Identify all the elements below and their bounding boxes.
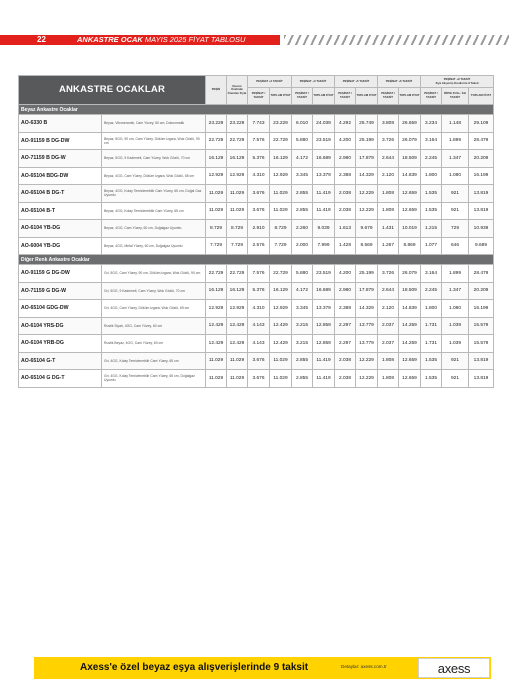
price-cell: 3.676 [248, 185, 270, 203]
price-cell: 921 [442, 185, 469, 203]
price-cell: 2.855 [292, 352, 313, 370]
table-row [19, 317, 494, 335]
price-cell: 2.980 [335, 282, 356, 300]
price-cell: 11.029 [270, 370, 292, 388]
model-cell: AO-91159 G DG-DW [19, 265, 102, 283]
group-9-sublabel: Ziya Alışveriş Kredisi ile 9 Taksit [435, 80, 479, 85]
group-6-taksit: PEŞİNAT +6 TAKSİT [378, 76, 421, 88]
table-row [19, 202, 494, 220]
sub-header: PEŞİNAT / TAKSİT [335, 88, 356, 105]
price-cell: 9.039 [313, 220, 335, 238]
price-cell: 1.899 [442, 265, 469, 283]
price-cell: 2.855 [292, 202, 313, 220]
price-cell: 12.229 [356, 185, 378, 203]
price-cell: 2.855 [292, 185, 313, 203]
price-cell: 1.535 [421, 185, 442, 203]
price-cell: 2.855 [292, 370, 313, 388]
price-cell: 7.576 [248, 132, 270, 150]
price-cell: 13.379 [313, 167, 335, 185]
description-cell: Beyaz, 5GG, 90 cm, Cam Yüzey, Döküm Izgara, Wok Gözlü, 90 cm [102, 132, 206, 150]
price-cell: 2.980 [335, 150, 356, 168]
price-cell: 8.729 [206, 220, 227, 238]
price-cell: 12.929 [206, 300, 227, 318]
price-cell: 11.029 [206, 185, 227, 203]
price-cell: 2.245 [421, 150, 442, 168]
price-cell: 2.576 [248, 237, 270, 255]
price-cell: 16.129 [270, 150, 292, 168]
model-cell: AO-6330 B [19, 115, 102, 133]
table-row [19, 185, 494, 203]
price-cell: 10.019 [399, 220, 421, 238]
price-cell: 1.215 [421, 220, 442, 238]
price-cell: 1.080 [442, 167, 469, 185]
price-cell: 11.029 [227, 370, 248, 388]
price-cell: 7.729 [227, 237, 248, 255]
banner-message: Axess'e özel beyaz eşya alışverişlerinde 9 taksit [80, 662, 309, 673]
price-cell: 22.729 [270, 132, 292, 150]
price-cell: 12.929 [227, 300, 248, 318]
price-cell: 23.229 [206, 115, 227, 133]
price-cell: 2.120 [378, 167, 399, 185]
price-cell: 11.029 [227, 352, 248, 370]
price-cell: 1.039 [442, 335, 469, 353]
price-cell: 11.029 [206, 370, 227, 388]
price-cell: 2.038 [335, 202, 356, 220]
price-cell: 2.297 [335, 317, 356, 335]
sub-header: PEŞİNAT / TAKSİT [378, 88, 399, 105]
sub-header: PEŞİNAT / TAKSİT [292, 88, 313, 105]
price-cell: 11.029 [206, 202, 227, 220]
price-cell: 7.743 [248, 115, 270, 133]
price-cell: 1.080 [442, 300, 469, 318]
description-cell: Gri, 4GG, Kolay Temizlenebilir Cam Yüzey, 65 cm, Doğalgaz Uyumlu [102, 370, 206, 388]
group-5-taksit: PEŞİNAT +5 TAKSİT [335, 76, 378, 88]
price-cell: 4.292 [335, 115, 356, 133]
price-cell: 26.079 [399, 265, 421, 283]
price-cell: 5.376 [248, 282, 270, 300]
price-cell: 12.659 [399, 352, 421, 370]
model-cell: AO-65104 G-T [19, 352, 102, 370]
price-cell: 16.129 [206, 150, 227, 168]
group-9-taksit [421, 76, 494, 88]
price-cell: 9.679 [356, 220, 378, 238]
price-cell: 12.429 [227, 317, 248, 335]
price-cell: 16.129 [206, 282, 227, 300]
price-cell: 16.129 [227, 282, 248, 300]
description-cell: Beyaz, 5GG, 9 Kademeli, Cam Yüzey, Wok Gözlü, 70 cm [102, 150, 206, 168]
price-cell: 4.143 [248, 317, 270, 335]
price-cell: 23.229 [270, 115, 292, 133]
price-cell: 2.037 [378, 335, 399, 353]
price-cell: 12.429 [270, 317, 292, 335]
group-2-taksit: PEŞİNAT +2 TAKSİT [248, 76, 292, 88]
price-cell: 23.229 [227, 115, 248, 133]
price-cell: 23.519 [313, 265, 335, 283]
price-cell: 3.726 [378, 132, 399, 150]
page-title-rest: MAYIS 2025 FİYAT TABLOSU [142, 35, 246, 44]
price-cell: 2.000 [292, 237, 313, 255]
price-cell: 8.729 [270, 220, 292, 238]
price-cell: 1.613 [335, 220, 356, 238]
price-cell: 11.029 [270, 352, 292, 370]
price-cell: 13.379 [313, 300, 335, 318]
price-cell: 25.749 [356, 115, 378, 133]
table-row [19, 132, 494, 150]
table-row [19, 237, 494, 255]
sub-header: TOPLAM FİYAT [356, 88, 378, 105]
price-cell: 16.129 [270, 282, 292, 300]
description-cell: Gri, 4GG, Kolay Temizlenebilir Cam Yüzey, 65 cm [102, 352, 206, 370]
price-cell: 12.429 [206, 317, 227, 335]
price-cell: 2.910 [248, 220, 270, 238]
description-cell: Gri, 4GG, Cam Yüzey, Döküm Izgara, Wok Gözlü, 65 cm [102, 300, 206, 318]
model-cell: AO-71159 G DG-W [19, 282, 102, 300]
sub-header: TOPLAM FİYAT [469, 88, 494, 105]
price-cell: 15.579 [469, 335, 494, 353]
table-body [19, 105, 494, 388]
price-cell: 2.037 [378, 317, 399, 335]
description-cell: Beyaz, 4GG, Cam Yüzey, Döküm Izgara, Wok Gözlü, 65 cm [102, 167, 206, 185]
price-cell: 3.215 [292, 335, 313, 353]
price-cell: 12.929 [270, 167, 292, 185]
price-cell: 1.535 [421, 202, 442, 220]
price-cell: 1.800 [421, 167, 442, 185]
table-row [19, 370, 494, 388]
price-cell: 7.729 [206, 237, 227, 255]
price-cell: 1.808 [378, 185, 399, 203]
price-cell: 4.143 [248, 335, 270, 353]
price-cell: 3.164 [421, 265, 442, 283]
price-cell: 1.899 [442, 132, 469, 150]
price-cell: 2.260 [292, 220, 313, 238]
price-cell: 3.808 [378, 115, 399, 133]
decorative-stripes [284, 35, 509, 45]
price-cell: 12.929 [227, 167, 248, 185]
model-cell: AO-65104 BDG-DW [19, 167, 102, 185]
sub-header: TOPLAM FİYAT [399, 88, 421, 105]
price-cell: 12.659 [399, 202, 421, 220]
model-cell: AO-65104 B DG-T [19, 185, 102, 203]
price-cell: 18.509 [399, 150, 421, 168]
page-title-bold: ANKASTRE OCAK [77, 35, 143, 44]
price-cell: 25.199 [356, 132, 378, 150]
price-cell: 3.345 [292, 167, 313, 185]
page-title [77, 35, 245, 45]
price-cell: 18.509 [399, 282, 421, 300]
price-cell: 22.729 [270, 265, 292, 283]
price-cell: 1.808 [378, 370, 399, 388]
price-cell: 3.215 [292, 317, 313, 335]
price-cell: 6.010 [292, 115, 313, 133]
price-cell: 12.929 [270, 300, 292, 318]
model-cell: AO-6104 YRB-DG [19, 335, 102, 353]
price-cell: 1.535 [421, 370, 442, 388]
price-cell: 13.819 [469, 352, 494, 370]
price-cell: 8.729 [227, 220, 248, 238]
price-cell: 12.659 [399, 370, 421, 388]
model-cell: AO-6004 YB-DG [19, 237, 102, 255]
price-cell: 9.689 [469, 237, 494, 255]
sub-header: TOPLAM FİYAT [313, 88, 335, 105]
price-cell: 3.676 [248, 202, 270, 220]
price-cell: 5.880 [292, 265, 313, 283]
description-cell: Rustik Beyaz, 4GG, Cam Yüzey, 60 cm [102, 335, 206, 353]
price-cell: 1.039 [442, 317, 469, 335]
price-cell: 3.345 [292, 300, 313, 318]
price-cell: 12.229 [356, 352, 378, 370]
price-cell: 23.519 [313, 132, 335, 150]
price-cell: 14.839 [399, 300, 421, 318]
sub-header: PEŞİNAT / TAKSİT [421, 88, 442, 105]
table-row [19, 335, 494, 353]
price-cell: 24.039 [313, 115, 335, 133]
price-cell: 1.731 [421, 335, 442, 353]
col-kurumsal: Kurum Özelinde Önerilen Fiyat [227, 76, 248, 105]
top-header-bar [0, 33, 525, 47]
table-row [19, 115, 494, 133]
price-cell: 4.200 [335, 265, 356, 283]
description-cell: Beyaz, 4GG, Cam Yüzey, 60 cm, Doğalgaz Uyumlu [102, 220, 206, 238]
price-cell: 3.726 [378, 265, 399, 283]
price-cell: 1.535 [421, 352, 442, 370]
price-cell: 13.819 [469, 202, 494, 220]
price-cell: 5.880 [292, 132, 313, 150]
price-cell: 12.429 [270, 335, 292, 353]
section-title: Beyaz Ankastre Ocaklar [19, 105, 494, 115]
sub-header: ZİRVE KULL. İLE TAKSİT [442, 88, 469, 105]
axess-logo: axess [418, 658, 490, 678]
price-cell: 14.259 [399, 335, 421, 353]
price-cell: 22.729 [206, 265, 227, 283]
sub-header: TOPLAM FİYAT [270, 88, 292, 105]
price-cell: 14.259 [399, 317, 421, 335]
description-cell: Rustik Siyah, 4GG, Cam Yüzey, 60 cm [102, 317, 206, 335]
price-cell: 1.428 [335, 237, 356, 255]
description-cell: Beyaz, Vitroseramik, Cam Yüzey, 60 cm, Dokunmatik [102, 115, 206, 133]
price-cell: 11.029 [270, 202, 292, 220]
price-cell: 26.659 [399, 115, 421, 133]
price-cell: 2.038 [335, 185, 356, 203]
price-cell: 11.419 [313, 352, 335, 370]
price-cell: 13.819 [469, 185, 494, 203]
price-cell: 646 [442, 237, 469, 255]
price-cell: 8.869 [399, 237, 421, 255]
price-cell: 1.731 [421, 317, 442, 335]
price-cell: 14.329 [356, 167, 378, 185]
price-cell: 921 [442, 202, 469, 220]
price-cell: 921 [442, 370, 469, 388]
price-cell: 22.729 [206, 132, 227, 150]
price-cell: 2.297 [335, 335, 356, 353]
price-cell: 14.329 [356, 300, 378, 318]
model-cell: AO-65104 GDG-DW [19, 300, 102, 318]
banner-details: Detaylar: axess.com.tr [341, 664, 387, 669]
price-cell: 12.659 [399, 185, 421, 203]
price-cell: 1.267 [378, 237, 399, 255]
price-cell: 16.129 [227, 150, 248, 168]
model-cell: AO-65104 B-T [19, 202, 102, 220]
price-cell: 2.120 [378, 300, 399, 318]
model-cell: AO-91159 B DG-DW [19, 132, 102, 150]
price-cell: 26.079 [399, 132, 421, 150]
model-cell: AO-6104 YB-DG [19, 220, 102, 238]
price-cell: 16.199 [469, 300, 494, 318]
table-row [19, 167, 494, 185]
price-cell: 13.779 [356, 317, 378, 335]
price-cell: 12.929 [206, 167, 227, 185]
price-cell: 16.199 [469, 167, 494, 185]
price-cell: 14.839 [399, 167, 421, 185]
table-row [19, 265, 494, 283]
price-cell: 16.689 [313, 282, 335, 300]
price-cell: 3.234 [421, 115, 442, 133]
price-cell: 3.164 [421, 132, 442, 150]
price-cell: 29.109 [469, 115, 494, 133]
price-cell: 2.038 [335, 352, 356, 370]
price-cell: 7.576 [248, 265, 270, 283]
table-head-row-1 [19, 76, 494, 88]
price-cell: 12.229 [356, 370, 378, 388]
price-cell: 1.808 [378, 202, 399, 220]
group-3-taksit: PEŞİNAT +3 TAKSİT [292, 76, 335, 88]
price-cell: 1.800 [421, 300, 442, 318]
price-cell: 2.245 [421, 282, 442, 300]
price-cell: 22.729 [227, 132, 248, 150]
price-cell: 2.038 [335, 370, 356, 388]
price-cell: 4.172 [292, 282, 313, 300]
table-row [19, 150, 494, 168]
price-cell: 4.200 [335, 132, 356, 150]
price-cell: 12.429 [206, 335, 227, 353]
price-cell: 1.431 [378, 220, 399, 238]
price-cell: 11.029 [206, 352, 227, 370]
sub-header: PEŞİNAT / TAKSİT [248, 88, 270, 105]
price-cell: 10.939 [469, 220, 494, 238]
price-cell: 17.879 [356, 150, 378, 168]
price-cell: 1.347 [442, 150, 469, 168]
price-cell: 2.644 [378, 150, 399, 168]
description-cell: Gri, 5GG, Cam Yüzey, 90 cm, Döküm Izgara, Wok Gözlü, 90 cm [102, 265, 206, 283]
section-row [19, 105, 494, 115]
price-cell: 7.999 [313, 237, 335, 255]
price-cell: 22.729 [227, 265, 248, 283]
promo-banner [34, 657, 491, 679]
price-cell: 15.579 [469, 317, 494, 335]
price-cell: 11.029 [227, 185, 248, 203]
price-cell: 11.419 [313, 202, 335, 220]
table-row [19, 220, 494, 238]
price-cell: 11.419 [313, 370, 335, 388]
page-number: 22 [37, 35, 46, 44]
price-cell: 921 [442, 352, 469, 370]
price-cell: 11.029 [227, 202, 248, 220]
price-cell: 4.172 [292, 150, 313, 168]
price-cell: 3.676 [248, 352, 270, 370]
price-cell: 5.376 [248, 150, 270, 168]
section-row [19, 255, 494, 265]
description-cell: Beyaz, 4GG, Kolay Temizlenebilir Cam Yüzey, 65 cm, Doğal Gaz Uyumlu [102, 185, 206, 203]
price-cell: 20.209 [469, 150, 494, 168]
price-cell: 11.029 [270, 185, 292, 203]
price-table [18, 75, 494, 388]
price-cell: 1.077 [421, 237, 442, 255]
section-title: Diğer Renk Ankastre Ocaklar [19, 255, 494, 265]
price-cell: 4.310 [248, 300, 270, 318]
table-row [19, 352, 494, 370]
table-title: ANKASTRE OCAKLAR [19, 76, 206, 105]
price-cell: 25.199 [356, 265, 378, 283]
price-cell: 2.388 [335, 300, 356, 318]
description-cell: Beyaz, 4GG, Metal Yüzey, 60 cm, Doğalgaz Uyumlu [102, 237, 206, 255]
price-cell: 1.347 [442, 282, 469, 300]
model-cell: AO-6104 YRS-DG [19, 317, 102, 335]
price-cell: 7.729 [270, 237, 292, 255]
price-cell: 1.808 [378, 352, 399, 370]
price-cell: 3.676 [248, 370, 270, 388]
price-cell: 12.859 [313, 317, 335, 335]
price-cell: 28.479 [469, 132, 494, 150]
price-cell: 20.209 [469, 282, 494, 300]
description-cell: Gri, 5GG, 9 Kademeli, Cam Yüzey, Wok Gözlü, 70 cm [102, 282, 206, 300]
price-cell: 729 [442, 220, 469, 238]
price-cell: 4.310 [248, 167, 270, 185]
group-9-label: PEŞİNAT +9 TAKSİT [443, 76, 471, 81]
model-cell: AO-71159 B DG-W [19, 150, 102, 168]
price-cell: 13.779 [356, 335, 378, 353]
price-cell: 11.419 [313, 185, 335, 203]
price-cell: 13.819 [469, 370, 494, 388]
col-pesin: PEŞİN [206, 76, 227, 105]
price-cell: 1.148 [442, 115, 469, 133]
price-cell: 2.388 [335, 167, 356, 185]
price-cell: 16.689 [313, 150, 335, 168]
price-table-wrapper [18, 75, 493, 388]
price-cell: 2.644 [378, 282, 399, 300]
price-cell: 12.229 [356, 202, 378, 220]
price-cell: 12.859 [313, 335, 335, 353]
table-row [19, 282, 494, 300]
description-cell: Beyaz, 4GG, Kolay Temizlenebilir Cam Yüzey, 65 cm [102, 202, 206, 220]
price-cell: 17.879 [356, 282, 378, 300]
price-cell: 28.479 [469, 265, 494, 283]
price-cell: 12.429 [227, 335, 248, 353]
model-cell: AO-65104 G DG-T [19, 370, 102, 388]
table-row [19, 300, 494, 318]
price-cell: 8.569 [356, 237, 378, 255]
